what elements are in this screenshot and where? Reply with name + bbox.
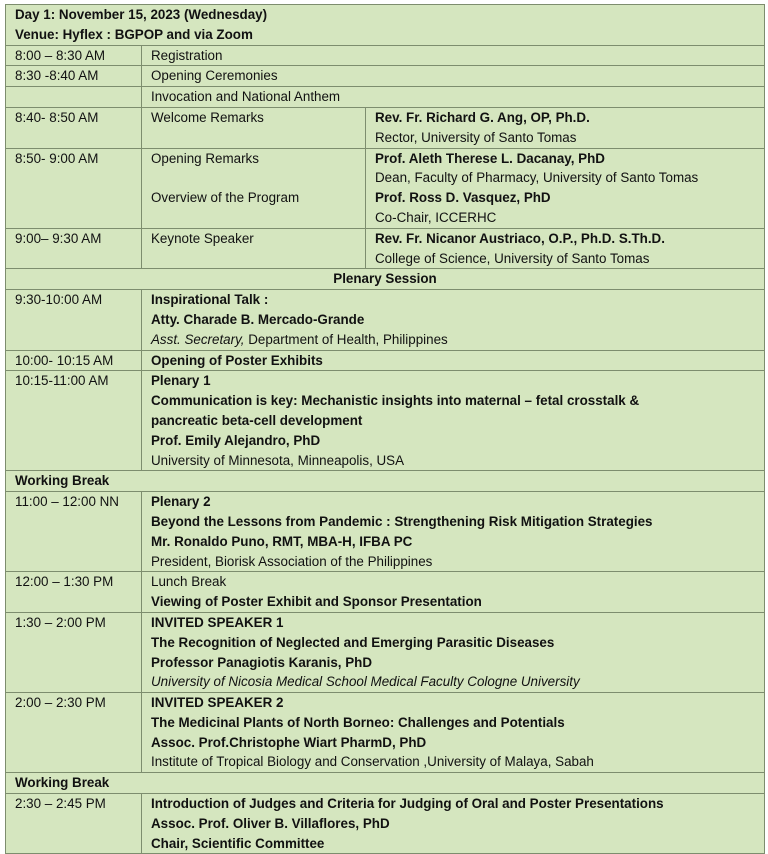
- activity-cell: [142, 290, 765, 350]
- activity-cell: Keynote Speaker: [142, 228, 366, 269]
- table-row: [6, 228, 765, 269]
- speaker-name: Rev. Fr. Richard G. Ang, OP, Ph.D.: [375, 109, 590, 125]
- activity-cell: Registration: [142, 45, 765, 66]
- table-row: [6, 66, 765, 87]
- speaker-affiliation: Rector, University of Santo Tomas: [375, 129, 577, 145]
- speaker-name: Prof. Ross D. Vasquez, PhD: [375, 190, 551, 206]
- plenary-session-heading: Plenary Session: [6, 269, 765, 290]
- speaker-affiliation: University of Minnesota, Minneapolis, USA: [151, 452, 405, 468]
- speaker-name: Assoc. Prof. Oliver B. Villaflores, PhD: [151, 815, 390, 831]
- day-heading: Day 1: November 15, 2023 (Wednesday): [15, 7, 268, 22]
- table-row: [6, 371, 765, 471]
- speaker-affiliation: Institute of Tropical Biology and Conservation ,University of Malaya, Sabah: [151, 754, 594, 770]
- section-row: [6, 471, 765, 492]
- time-cell: [6, 87, 142, 108]
- time-cell: 8:30 -8:40 AM: [6, 66, 142, 87]
- speaker-affiliation: College of Science, University of Santo Tomas: [375, 250, 650, 266]
- activity-label: Viewing of Poster Exhibit and Sponsor Presentation: [151, 594, 482, 610]
- speaker-affiliation: Dean, Faculty of Pharmacy, University of Santo Tomas: [375, 170, 699, 186]
- talk-topic: Beyond the Lessons from Pandemic : Strengthening Risk Mitigation Strategies: [151, 513, 653, 529]
- speaker-name: Mr. Ronaldo Puno, RMT, MBA-H, IFBA PC: [151, 533, 413, 549]
- time-cell: 8:00 – 8:30 AM: [6, 45, 142, 66]
- table-row: [6, 87, 765, 108]
- time-cell: 11:00 – 12:00 NN: [6, 492, 142, 572]
- table-row: [6, 794, 765, 854]
- section-row: [6, 773, 765, 794]
- time-cell: 2:00 – 2:30 PM: [6, 693, 142, 773]
- table-row: [6, 572, 765, 613]
- activity-cell: [142, 371, 765, 471]
- time-cell: 8:50- 9:00 AM: [6, 148, 142, 228]
- time-cell: 8:40- 8:50 AM: [6, 107, 142, 148]
- activity-cell: Opening of Poster Exhibits: [142, 350, 765, 371]
- section-row: [6, 269, 765, 290]
- activity-cell: Invocation and National Anthem: [142, 87, 765, 108]
- activity-cell: [142, 148, 366, 228]
- activity-label: Overview of the Program: [151, 190, 300, 206]
- time-cell: 10:15-11:00 AM: [6, 371, 142, 471]
- activity-label: Opening Remarks: [151, 150, 259, 166]
- program-schedule-table: [5, 4, 765, 854]
- activity-label: Lunch Break: [151, 574, 227, 590]
- speaker-affiliation: President, Biorisk Association of the Philippines: [151, 553, 433, 569]
- talk-title: INVITED SPEAKER 1: [151, 614, 284, 630]
- activity-cell: [142, 693, 765, 773]
- talk-topic: Communication is key: Mechanistic insights into maternal – fetal crosstalk &: [151, 393, 640, 409]
- talk-title: Plenary 2: [151, 494, 211, 510]
- table-row: [6, 350, 765, 371]
- speaker-cell: [366, 148, 765, 228]
- time-cell: 1:30 – 2:00 PM: [6, 612, 142, 692]
- time-cell: 10:00- 10:15 AM: [6, 350, 142, 371]
- speaker-name: Prof. Emily Alejandro, PhD: [151, 432, 321, 448]
- speaker-role: Asst. Secretary,: [151, 331, 245, 347]
- table-row: [6, 107, 765, 148]
- speaker-name: Professor Panagiotis Karanis, PhD: [151, 654, 373, 670]
- time-cell: 12:00 – 1:30 PM: [6, 572, 142, 613]
- speaker-cell: [366, 107, 765, 148]
- activity-cell: [142, 572, 765, 613]
- activity-cell: [142, 794, 765, 854]
- venue-heading: Venue: Hyflex : BGPOP and via Zoom: [15, 26, 253, 42]
- speaker-affiliation: University of Nicosia Medical School Medical Faculty Cologne University: [151, 674, 580, 690]
- time-cell: 2:30 – 2:45 PM: [6, 794, 142, 854]
- table-row: [6, 492, 765, 572]
- speaker-cell: [366, 228, 765, 269]
- table-row: [6, 148, 765, 228]
- talk-title: Inspirational Talk :: [151, 292, 269, 308]
- working-break-label: Working Break: [6, 471, 765, 492]
- activity-cell: [142, 612, 765, 692]
- activity-cell: Opening Ceremonies: [142, 66, 765, 87]
- speaker-name: Atty. Charade B. Mercado-Grande: [151, 311, 365, 327]
- speaker-name: Rev. Fr. Nicanor Austriaco, O.P., Ph.D. S.Th.D.: [375, 230, 665, 246]
- speaker-affiliation: [151, 330, 755, 350]
- talk-title: INVITED SPEAKER 2: [151, 695, 284, 711]
- talk-topic: The Medicinal Plants of North Borneo: Challenges and Potentials: [151, 714, 565, 730]
- table-row: [6, 45, 765, 66]
- header-row: [6, 5, 765, 46]
- time-cell: 9:30-10:00 AM: [6, 290, 142, 350]
- working-break-label: Working Break: [6, 773, 765, 794]
- speaker-affiliation: Co-Chair, ICCERHC: [375, 209, 497, 225]
- talk-topic: pancreatic beta-cell development: [151, 412, 363, 428]
- talk-title: Plenary 1: [151, 373, 211, 389]
- speaker-name: Prof. Aleth Therese L. Dacanay, PhD: [375, 150, 605, 166]
- table-row: [6, 612, 765, 692]
- table-row: [6, 290, 765, 350]
- speaker-name: Assoc. Prof.Christophe Wiart PharmD, PhD: [151, 734, 427, 750]
- talk-topic: The Recognition of Neglected and Emerging Parasitic Diseases: [151, 634, 555, 650]
- time-cell: 9:00– 9:30 AM: [6, 228, 142, 269]
- activity-cell: [142, 492, 765, 572]
- speaker-org: Department of Health, Philippines: [244, 331, 448, 347]
- talk-title: Introduction of Judges and Criteria for Judging of Oral and Poster Presentations: [151, 796, 664, 812]
- activity-cell: Welcome Remarks: [142, 107, 366, 148]
- table-row: [6, 693, 765, 773]
- speaker-role: Chair, Scientific Committee: [151, 835, 325, 851]
